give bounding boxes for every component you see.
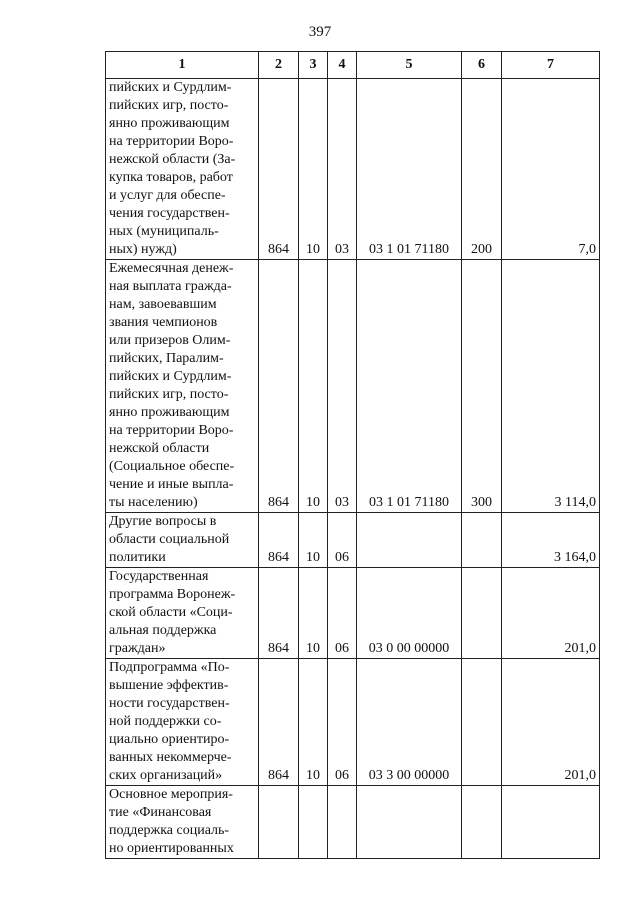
header-col-3: 3 — [299, 52, 328, 79]
row-name-cell: пийских и Сурдлим- пийских игр, посто- янно проживающим на территории Воро- нежской области (За- купка товаров, работ и услуг для обеспе- чения государствен- ных (муниципаль- ных) нужд) — [106, 79, 259, 260]
header-col-4: 4 — [328, 52, 357, 79]
row-code-cell: 864 — [259, 79, 299, 260]
page-number: 397 — [308, 24, 332, 40]
row-name-cell: Государственная программа Воронеж- ской области «Соци- альная поддержка граждан» — [106, 568, 259, 659]
header-col-7: 7 — [502, 52, 600, 79]
row-expense-type-cell — [462, 659, 502, 786]
row-amount-cell: 3 164,0 — [502, 513, 600, 568]
header-row — [106, 52, 600, 79]
row-expense-type-cell — [462, 786, 502, 859]
row-name-cell: Основное мероприя- тие «Финансовая поддержка социаль- но ориентированных — [106, 786, 259, 859]
row-code-cell: 864 — [259, 568, 299, 659]
row-amount-cell — [502, 786, 600, 859]
row-code-cell — [259, 786, 299, 859]
header-col-1: 1 — [106, 52, 259, 79]
row-subsection-cell — [328, 786, 357, 859]
row-amount-cell: 201,0 — [502, 659, 600, 786]
table-row — [106, 659, 600, 786]
row-section-cell: 10 — [299, 659, 328, 786]
row-amount-cell: 7,0 — [502, 79, 600, 260]
row-expense-type-cell: 200 — [462, 79, 502, 260]
row-target-article-cell: 03 0 00 00000 — [357, 568, 462, 659]
row-expense-type-cell — [462, 513, 502, 568]
row-amount-cell: 3 114,0 — [502, 260, 600, 513]
row-subsection-cell: 06 — [328, 513, 357, 568]
row-code-cell: 864 — [259, 513, 299, 568]
row-target-article-cell — [357, 513, 462, 568]
header-col-5: 5 — [357, 52, 462, 79]
row-target-article-cell: 03 1 01 71180 — [357, 79, 462, 260]
row-subsection-cell: 06 — [328, 568, 357, 659]
row-target-article-cell: 03 3 00 00000 — [357, 659, 462, 786]
row-code-cell: 864 — [259, 659, 299, 786]
table-row — [106, 568, 600, 659]
table-row — [106, 786, 600, 859]
row-target-article-cell: 03 1 01 71180 — [357, 260, 462, 513]
row-expense-type-cell: 300 — [462, 260, 502, 513]
budget-table — [105, 51, 600, 859]
row-section-cell — [299, 786, 328, 859]
header-col-6: 6 — [462, 52, 502, 79]
table-row — [106, 513, 600, 568]
row-expense-type-cell — [462, 568, 502, 659]
row-subsection-cell: 06 — [328, 659, 357, 786]
row-name-cell: Подпрограмма «По- вышение эффектив- ности государствен- ной поддержки со- циально ориентиро- ванных некоммерче- ских организаций» — [106, 659, 259, 786]
row-section-cell: 10 — [299, 79, 328, 260]
row-section-cell: 10 — [299, 568, 328, 659]
row-subsection-cell: 03 — [328, 79, 357, 260]
row-name-cell: Другие вопросы в области социальной политики — [106, 513, 259, 568]
row-section-cell: 10 — [299, 260, 328, 513]
row-target-article-cell — [357, 786, 462, 859]
row-section-cell: 10 — [299, 513, 328, 568]
row-code-cell: 864 — [259, 260, 299, 513]
row-subsection-cell: 03 — [328, 260, 357, 513]
table-row — [106, 260, 600, 513]
row-name-cell: Ежемесячная денеж- ная выплата гражда- нам, завоевавшим звания чемпионов или призеров Олим- пийских, Паралим- пийских и Сурдлим- пийских игр, посто- янно проживающим на территории Воро- нежской области (Социальное обеспе- чение и иные выпла- ты населению) — [106, 260, 259, 513]
table-row — [106, 79, 600, 260]
header-col-2: 2 — [259, 52, 299, 79]
row-amount-cell: 201,0 — [502, 568, 600, 659]
